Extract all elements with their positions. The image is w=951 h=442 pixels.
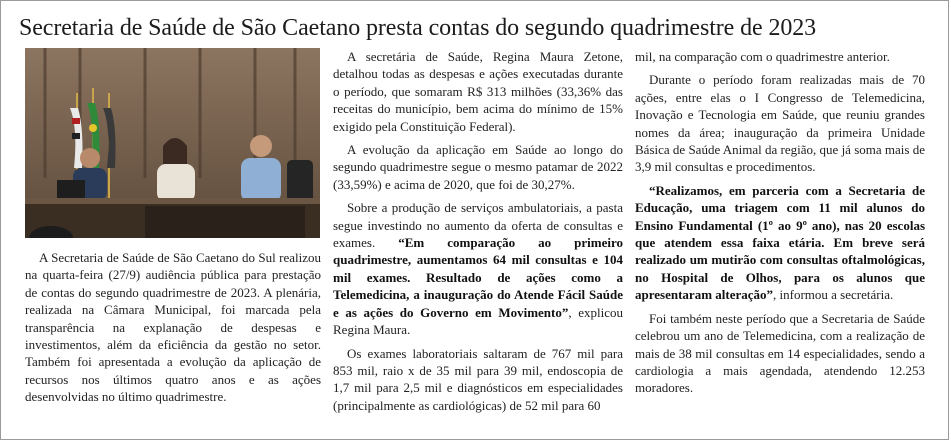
column-1: [25, 249, 321, 412]
paragraph-with-quote: [333, 199, 623, 338]
paragraph-text: Sobre a produção de serviços ambulatoriais, a pasta segue investindo no aumento da oferta de consultas e exames.: [333, 200, 623, 251]
paragraph: Durante o período foram realizadas mais de 70 ações, entre elas o I Congresso de Telemedicina, Inovação e Tecnologia em Saúde, que reuniu grandes nomes da área; inauguração da primeira Unidade Básica de Saúde Animal da região, que já soma mais de 3,9 mil consultas e procedimentos.: [635, 72, 925, 175]
column-3: [635, 48, 925, 403]
paragraph: Os exames laboratoriais saltaram de 767 mil para 853 mil, raio x de 35 mil para 39 mil, endoscopia de 1,7 mil para 2,5 mil e diagnósticos em especialidades (principalmente as cardiológicas) de 52 mil para 60: [333, 345, 623, 413]
paragraph: A evolução da aplicação em Saúde ao longo do segundo quadrimestre segue o mesmo patamar de 2022 (33,59%) e acima de 2020, que foi de 30,27%.: [333, 142, 623, 192]
paragraph: A Secretaria de Saúde de São Caetano do Sul realizou na quarta-feira (27/9) audiência pública para prestação de contas do segundo quadrimestre de 2023. A plenária, realizada na Câmara Municipal, foi marcada pela transparência na explanação de despesas e investimentos, além da eficiência da gestão no setor. Também foi apresentada a evolução da aplicação de recursos nos últimos quatro anos e as ações desenvolvidas no último quadrimestre.: [25, 250, 321, 405]
paragraph: A secretária de Saúde, Regina Maura Zetone, detalhou todas as despesas e ações executadas durante o período, que somaram R$ 313 milhões (33,36% das receitas do município, bem acima do mínimo de 15% exigido pela Constituição Federal).: [333, 49, 623, 134]
quote-text: “Em comparação ao primeiro quadrimestre, aumentamos 64 mil consultas e 104 mil exames. Resultado de ações como a Telemedicina, a inauguração do Atende Fácil Saúde e as ações do Governo em Movimento”: [333, 235, 624, 320]
paragraph-with-quote: [635, 182, 925, 304]
column-2: [333, 48, 623, 420]
paragraph-text: , explicou Regina Maura.: [333, 304, 624, 338]
plenary-photo-illustration: [25, 48, 320, 238]
headline: Secretaria de Saúde de São Caetano presta contas do segundo quadrimestre de 2023: [19, 15, 817, 41]
event-photo: [25, 48, 320, 238]
paragraph-text: , informou a secretária.: [773, 287, 894, 303]
paragraph-continuation: mil, na comparação com o quadrimestre anterior.: [635, 49, 890, 64]
paragraph: Foi também neste período que a Secretaria de Saúde celebrou um ano de Telemedicina, com a realização de mais de 38 mil consultas em 14 especialidades, sendo a cardiologia a mais agendada, atendendo 12.253 moradores.: [635, 310, 925, 396]
quote-text: “Realizamos, em parceria com a Secretaria de Educação, uma triagem com 11 mil alunos do Ensino Fundamental (1º ao 9º ano), nas 20 escolas que atendem essa faixa etária. Em breve será realizado um mutirão com consultas oftalmológicas, no Hospital de Olhos, para os alunos que apresentaram alteração”: [635, 182, 925, 303]
